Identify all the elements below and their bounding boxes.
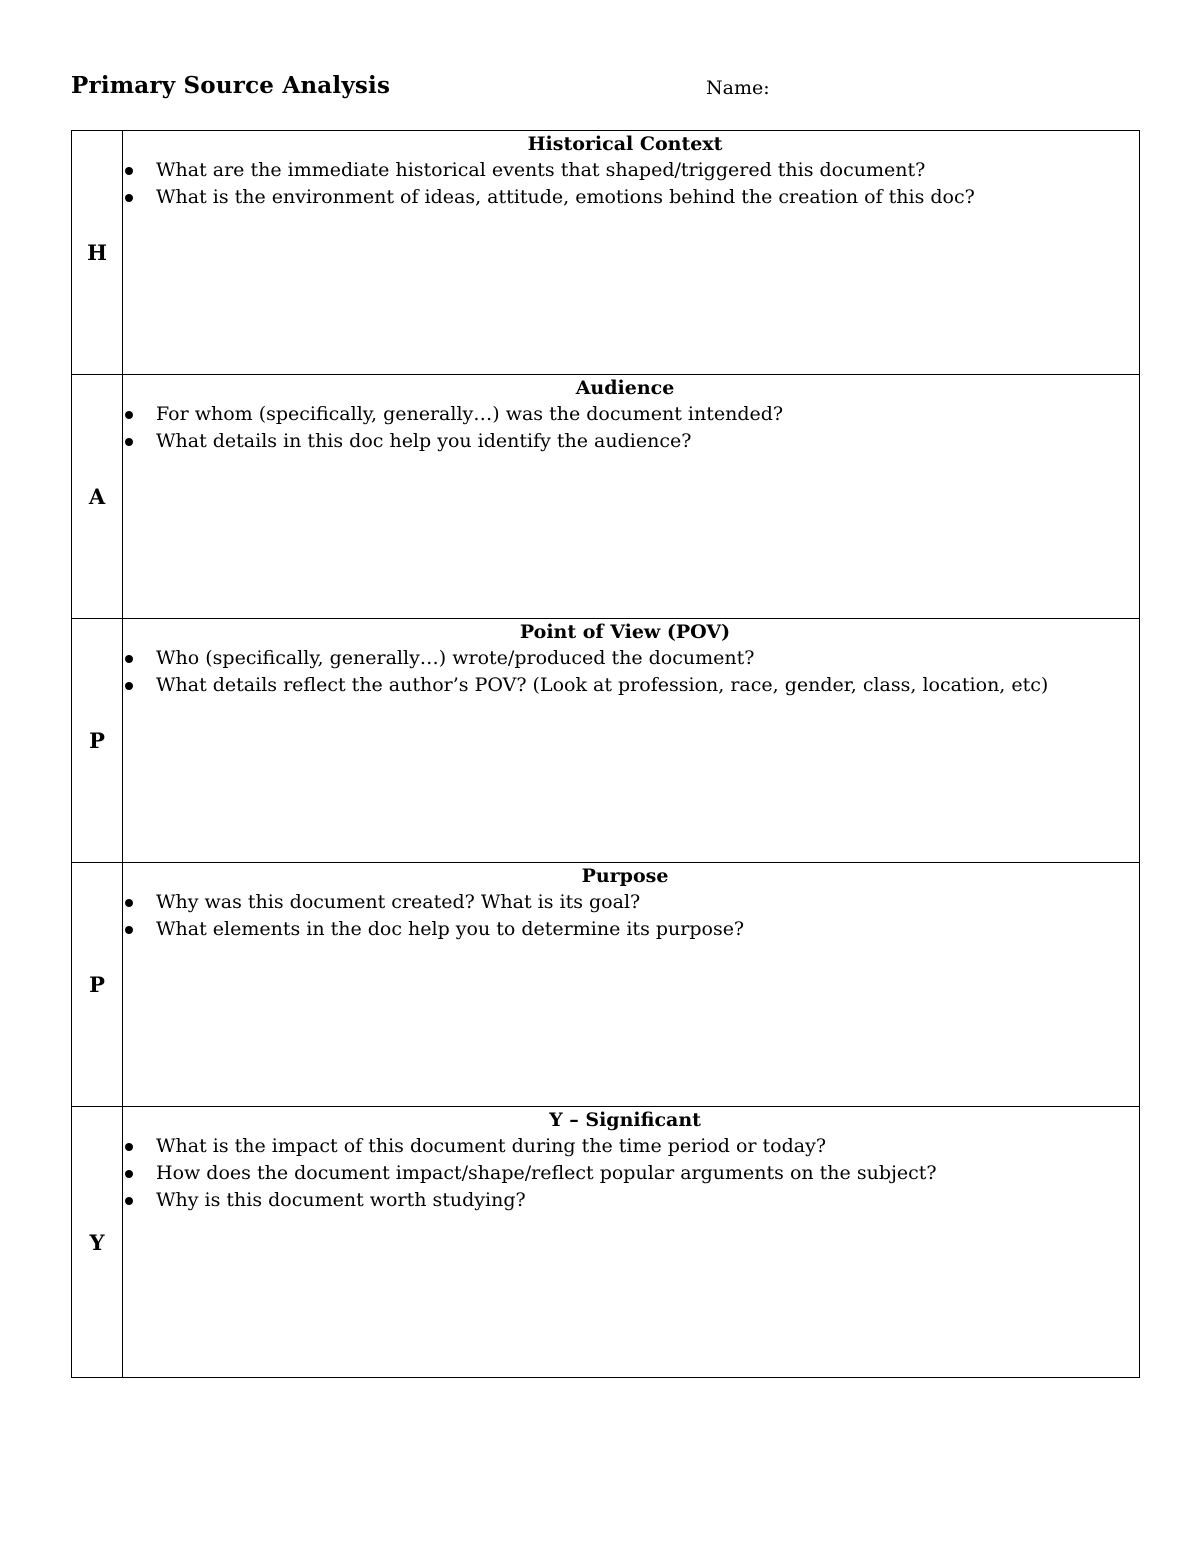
bullet-icon [125, 926, 133, 934]
question-text: What are the immediate historical events that shaped/triggered this document? [156, 159, 926, 181]
bullet-icon [125, 194, 133, 202]
question-text: How does the document impact/shape/reflect popular arguments on the subject? [156, 1162, 937, 1184]
bullet-icon [125, 655, 133, 663]
section-answer-area[interactable] [123, 131, 1140, 375]
section-title: Audience [575, 377, 675, 399]
section-letter: P [72, 619, 123, 863]
section-title: Historical Context [527, 133, 723, 155]
section-row-audience [72, 375, 1140, 619]
section-title: Point of View (POV) [519, 621, 731, 643]
question-item [123, 428, 1139, 455]
question-list [123, 889, 1139, 943]
question-text: What elements in the doc help you to determine its purpose? [156, 918, 745, 940]
question-text: Why was this document created? What is its goal? [156, 891, 641, 913]
question-item [123, 916, 1139, 943]
question-list [123, 645, 1139, 699]
name-label: Name: [706, 77, 770, 99]
bullet-icon [125, 167, 133, 175]
question-text: What details in this doc help you identify the audience? [156, 430, 692, 452]
question-text: What is the impact of this document during the time period or today? [156, 1135, 827, 1157]
question-item [123, 1133, 1139, 1160]
bullet-icon [125, 438, 133, 446]
section-letter: A [72, 375, 123, 619]
question-text: Why is this document worth studying? [156, 1189, 526, 1211]
section-answer-area[interactable] [123, 863, 1140, 1107]
page-title: Primary Source Analysis [71, 72, 391, 99]
question-item [123, 1160, 1139, 1187]
question-item [123, 157, 1139, 184]
question-item [123, 1187, 1139, 1214]
section-letter: Y [72, 1107, 123, 1378]
bullet-icon [125, 1197, 133, 1205]
question-list [123, 401, 1139, 455]
question-text: What is the environment of ideas, attitude, emotions behind the creation of this doc? [156, 186, 975, 208]
section-row-point-of-view [72, 619, 1140, 863]
question-item [123, 184, 1139, 211]
section-answer-area[interactable] [123, 619, 1140, 863]
section-row-historical-context [72, 131, 1140, 375]
section-row-purpose [72, 863, 1140, 1107]
section-title: Purpose [581, 865, 669, 887]
section-letter: H [72, 131, 123, 375]
section-row-significant [72, 1107, 1140, 1378]
question-list [123, 157, 1139, 211]
question-text: Who (specifically, generally…) wrote/produced the document? [156, 647, 755, 669]
section-answer-area[interactable] [123, 375, 1140, 619]
section-title: Y – Significant [549, 1109, 701, 1131]
question-list [123, 1133, 1139, 1214]
analysis-table [71, 130, 1140, 1378]
bullet-icon [125, 682, 133, 690]
question-item [123, 401, 1139, 428]
question-item [123, 672, 1139, 699]
question-item [123, 889, 1139, 916]
bullet-icon [125, 1170, 133, 1178]
section-letter: P [72, 863, 123, 1107]
section-answer-area[interactable] [123, 1107, 1140, 1378]
page-header [71, 72, 1139, 106]
question-text: For whom (specifically, generally…) was the document intended? [156, 403, 784, 425]
bullet-icon [125, 899, 133, 907]
question-item [123, 645, 1139, 672]
bullet-icon [125, 411, 133, 419]
question-text: What details reflect the author’s POV? (Look at profession, race, gender, class, location, etc) [156, 674, 1049, 696]
bullet-icon [125, 1143, 133, 1151]
